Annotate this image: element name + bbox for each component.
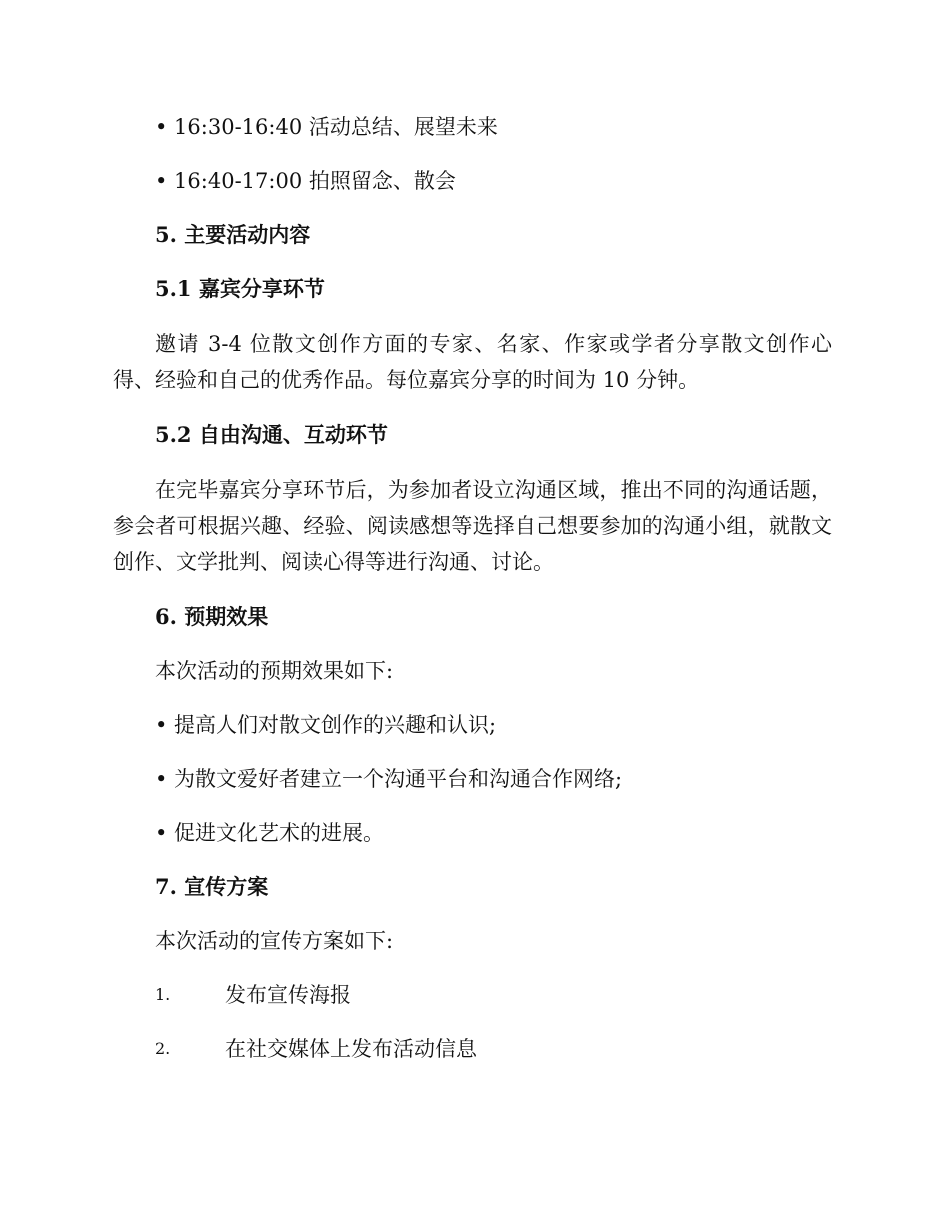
bullet-item: • 促进文化艺术的进展。	[155, 821, 385, 845]
paragraph: 邀请 3-4 位散文创作方面的专家、名家、作家或学者分享散文创作心得、经验和自己的优秀作品。每位嘉宾分享的时间为 10 分钟。	[113, 332, 832, 392]
numbered-item	[113, 978, 832, 1012]
item-text: 发布宣传海报	[225, 983, 351, 1007]
schedule-item: • 16:30-16:40 活动总结、展望未来	[155, 115, 498, 139]
section-heading: 5. 主要活动内容	[155, 222, 311, 247]
item-text: 在社交媒体上发布活动信息	[225, 1037, 477, 1061]
section-heading: 6. 预期效果	[155, 604, 269, 629]
bullet-item: • 提高人们对散文创作的兴趣和认识;	[155, 713, 497, 737]
bullet-item: • 为散文爱好者建立一个沟通平台和沟通合作网络;	[155, 767, 623, 791]
paragraph: 本次活动的宣传方案如下:	[155, 929, 394, 953]
numbered-item	[113, 1032, 832, 1066]
subsection-heading: 5.1 嘉宾分享环节	[155, 276, 325, 301]
schedule-item: • 16:40-17:00 拍照留念、散会	[155, 169, 456, 193]
item-number: 2.	[155, 1039, 171, 1058]
paragraph: 本次活动的预期效果如下:	[155, 659, 394, 683]
paragraph: 在完毕嘉宾分享环节后，为参加者设立沟通区域，推出不同的沟通话题，参会者可根据兴趣、经验、阅读感想等选择自己想要参加的沟通小组，就散文创作、文学批判、阅读心得等进行沟通、讨论。	[113, 478, 832, 574]
section-heading: 7. 宣传方案	[155, 874, 269, 899]
item-number: 1.	[155, 985, 171, 1004]
subsection-heading: 5.2 自由沟通、互动环节	[155, 422, 388, 447]
